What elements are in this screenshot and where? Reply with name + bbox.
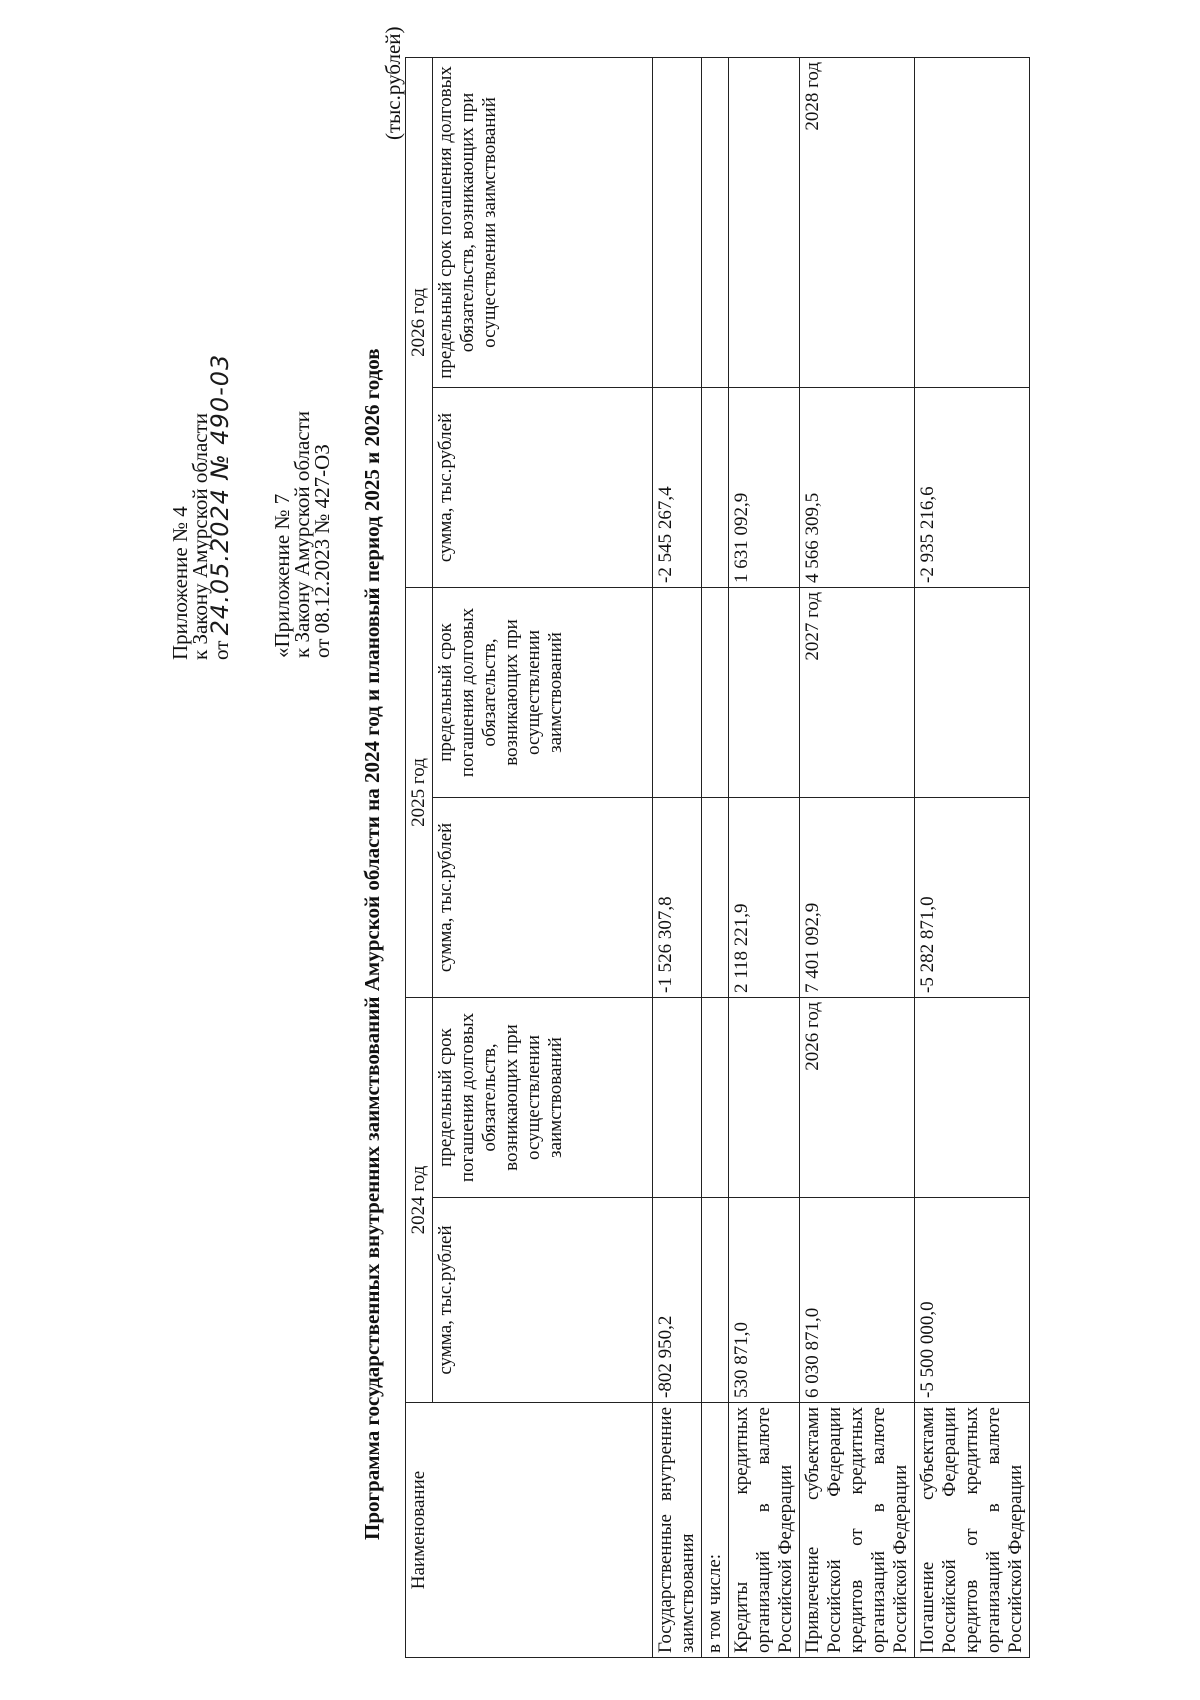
document-title: Программа государственных внутренних заимствований Амурской области на 2024 год и плановый период 2025 и 2026 годов — [360, 348, 384, 1540]
column-header-term: предельный срок погашения долговых обязательств, возникающих при осуществлении заимствований — [433, 57, 653, 387]
term-cell — [653, 57, 702, 387]
term-cell — [653, 997, 702, 1197]
sum-cell: 1 631 092,9 — [729, 387, 800, 587]
term-cell: 2028 год — [800, 57, 915, 387]
row-name: Кредиты кредитных организаций в валюте Российской Федерации — [729, 1403, 800, 1658]
row-name: Погашение субъектами Российской Федерации кредитов от кредитных организаций в валюте Российской Федерации — [915, 1403, 1030, 1658]
sum-cell: -2 545 267,4 — [653, 387, 702, 587]
term-cell — [729, 997, 800, 1197]
annex-current-line3 — [206, 353, 234, 660]
sum-cell — [702, 797, 729, 997]
annex-current-line1: Приложение № 4 — [168, 506, 192, 660]
term-cell: 2026 год — [800, 997, 915, 1197]
column-header-term: предельный срок погашения долговых обязательств, возникающих при осуществлении заимствований — [433, 997, 653, 1197]
annex-previous-line1: «Приложение № 7 — [270, 493, 294, 658]
column-header-year: 2026 год — [406, 57, 433, 587]
borrowing-program-table — [405, 57, 1030, 1658]
term-cell — [729, 57, 800, 387]
column-header-year: 2025 год — [406, 587, 433, 997]
row-name: Привлечение субъектами Российской Федерации кредитов от кредитных организаций в валюте Российской Федерации — [800, 1403, 915, 1658]
sum-cell — [702, 1198, 729, 1403]
annex-current-line2: к Закону Амурской области — [188, 412, 212, 660]
column-header-sum: сумма, тыс.рублей — [433, 387, 653, 587]
column-header-sum: сумма, тыс.рублей — [433, 1198, 653, 1403]
table-row — [915, 57, 1030, 1657]
table-row — [653, 57, 702, 1657]
sum-cell: 530 871,0 — [729, 1198, 800, 1403]
annex-previous-line3: от 08.12.2023 № 427-ОЗ — [310, 444, 334, 658]
table-body — [653, 57, 1030, 1657]
sum-cell: -1 526 307,8 — [653, 797, 702, 997]
sum-cell: 4 566 309,5 — [800, 387, 915, 587]
sum-cell: -2 935 216,6 — [915, 387, 1030, 587]
column-header-name: Наименование — [406, 1403, 653, 1658]
sum-cell — [702, 387, 729, 587]
column-header-sum: сумма, тыс.рублей — [433, 797, 653, 997]
term-cell: 2027 год — [800, 587, 915, 797]
term-cell — [702, 587, 729, 797]
annex-current-reference — [168, 353, 234, 660]
term-cell — [702, 57, 729, 387]
annex-current-date-prefix: от — [209, 640, 233, 660]
sum-cell: -802 950,2 — [653, 1198, 702, 1403]
table-header-years — [406, 57, 433, 1657]
term-cell — [653, 587, 702, 797]
sum-cell: 2 118 221,9 — [729, 797, 800, 997]
sum-cell: -5 282 871,0 — [915, 797, 1030, 997]
row-name: в том числе: — [702, 1403, 729, 1658]
column-header-term: предельный срок погашения долговых обязательств, возникающих при осуществлении заимствований — [433, 587, 653, 797]
table-row — [729, 57, 800, 1657]
handwritten-law-number: 24.05.2024 № 490-03 — [206, 353, 234, 636]
term-cell — [702, 997, 729, 1197]
sum-cell: 6 030 871,0 — [800, 1198, 915, 1403]
sum-cell: -5 500 000,0 — [915, 1198, 1030, 1403]
term-cell — [915, 57, 1030, 387]
column-header-year: 2024 год — [406, 997, 433, 1402]
sum-cell: 7 401 092,9 — [800, 797, 915, 997]
units-label: (тыс.рублей) — [381, 26, 405, 140]
row-name: Государственные внутренние заимствования — [653, 1403, 702, 1658]
term-cell — [729, 587, 800, 797]
term-cell — [915, 997, 1030, 1197]
table-row — [800, 57, 915, 1657]
term-cell — [915, 587, 1030, 797]
annex-previous-line2: к Закону Амурской области — [290, 410, 314, 658]
annex-previous-reference — [272, 411, 332, 658]
table-row — [702, 57, 729, 1657]
